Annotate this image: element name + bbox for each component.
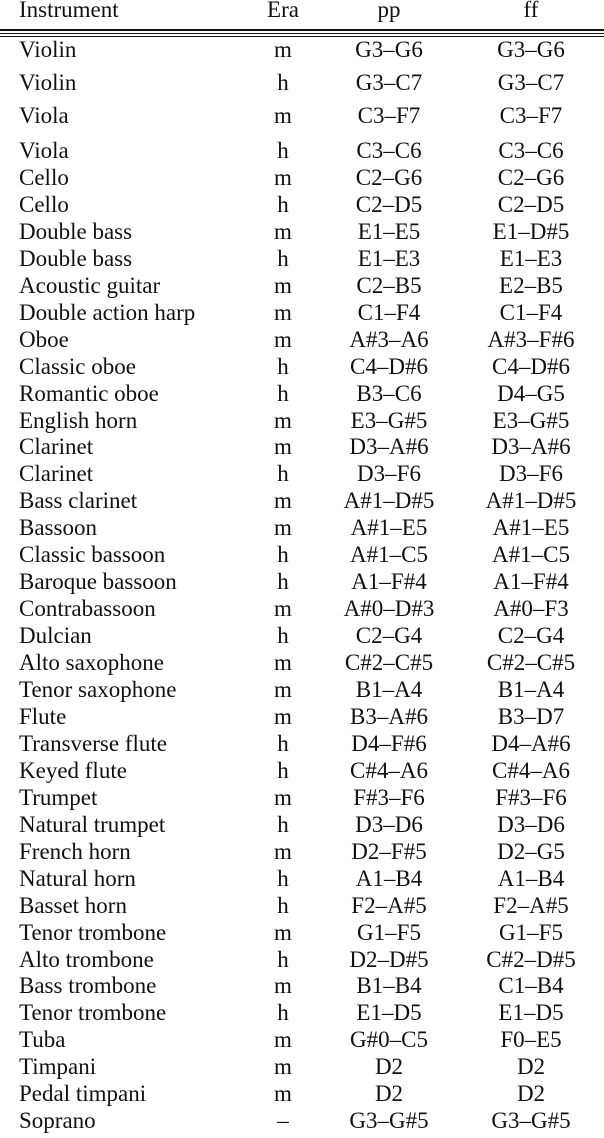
ff-range: E2–B5 [499, 273, 563, 298]
instrument-name: Tenor trombone [19, 920, 167, 945]
pp-range: D3–A#6 [349, 434, 429, 459]
pp-range: C4–D#6 [350, 354, 428, 379]
era-cell: h [277, 70, 289, 95]
era-cell: h [277, 542, 289, 567]
pp-range: D2–D#5 [349, 947, 429, 972]
instrument-name: French horn [19, 839, 131, 864]
instrument-name: Viola [19, 138, 69, 163]
instrument-name: Natural trumpet [19, 812, 166, 837]
instrument-name: Violin [19, 37, 77, 62]
header-instrument: Instrument [19, 0, 119, 22]
instrument-name: Acoustic guitar [19, 273, 161, 298]
ff-range: A#1–E5 [492, 515, 570, 540]
instrument-name: Double bass [19, 219, 133, 244]
pp-range: A#0–D#3 [343, 596, 435, 621]
instrument-name: Tenor saxophone [19, 677, 177, 702]
ff-range: D4–G5 [497, 381, 565, 406]
pp-range: C2–D5 [355, 192, 423, 217]
era-cell: h [277, 893, 289, 918]
era-cell: h [277, 138, 289, 163]
instrument-name: Dulcian [19, 623, 92, 648]
ff-range: C#2–D#5 [486, 947, 576, 972]
ff-range: F2–A#5 [493, 893, 569, 918]
pp-range: A1–F#4 [351, 569, 427, 594]
instrument-name: Alto trombone [19, 947, 154, 972]
instrument-name: Pedal timpani [19, 1081, 147, 1106]
ff-range: C3–F7 [499, 103, 563, 128]
era-cell: m [274, 300, 292, 325]
ff-range: E1–E3 [499, 246, 563, 271]
ff-range: C2–G4 [497, 623, 565, 648]
instrument-name: Basset horn [19, 893, 127, 918]
ff-range: D2 [516, 1054, 546, 1079]
pp-range: A#3–A6 [349, 327, 429, 352]
instrument-name: Timpani [19, 1054, 97, 1079]
instrument-name: Tuba [19, 1027, 66, 1052]
era-cell: h [277, 354, 289, 379]
era-cell: m [274, 165, 292, 190]
pp-range: C2–B5 [356, 273, 422, 298]
pp-range: G3–G6 [355, 37, 423, 62]
pp-range: D2 [374, 1081, 404, 1106]
era-cell: m [274, 973, 292, 998]
pp-range: C2–G6 [355, 165, 423, 190]
pp-range: E1–D5 [356, 1000, 422, 1025]
ff-range: G3–G#5 [491, 1108, 571, 1133]
pp-range: A#1–C5 [350, 542, 428, 567]
pp-range: G#0–C5 [350, 1027, 428, 1052]
pp-range: B3–A#6 [350, 704, 428, 729]
era-cell: h [277, 569, 289, 594]
ff-range: D3–F6 [499, 461, 563, 486]
instrument-name: Cello [19, 165, 69, 190]
ff-range: A#0–F3 [493, 596, 569, 621]
pp-range: E1–E5 [357, 219, 421, 244]
pp-range: C1–F4 [357, 300, 421, 325]
pp-range: G3–G#5 [349, 1108, 429, 1133]
ff-range: F#3–F6 [495, 785, 567, 810]
pp-range: C2–G4 [355, 623, 423, 648]
pp-range: D3–D6 [355, 812, 423, 837]
ff-range: C2–G6 [497, 165, 565, 190]
era-cell: m [274, 785, 292, 810]
ff-range: D3–A#6 [491, 434, 571, 459]
era-cell: m [274, 1027, 292, 1052]
pp-range: A#1–D#5 [343, 488, 435, 513]
ff-range: C1–F4 [499, 300, 563, 325]
instrument-name: Flute [19, 704, 67, 729]
instrument-name: Bass trombone [19, 973, 157, 998]
ff-range: E1–D#5 [492, 219, 570, 244]
pp-range: B1–B4 [356, 973, 422, 998]
era-cell: – [277, 1108, 289, 1133]
ff-range: A1–F#4 [493, 569, 569, 594]
header-ff: ff [523, 0, 539, 22]
era-cell: m [274, 273, 292, 298]
instrument-name: Classic oboe [19, 354, 136, 379]
header-rule-double-1 [0, 33, 604, 34]
ff-range: C1–B4 [498, 973, 564, 998]
instrument-name: Double action harp [19, 300, 196, 325]
instrument-name: Natural horn [19, 866, 136, 891]
era-cell: m [274, 37, 292, 62]
header-era: Era [267, 0, 299, 22]
pp-range: B1–A4 [355, 677, 423, 702]
era-cell: h [277, 192, 289, 217]
era-cell: m [274, 515, 292, 540]
ff-range: C#2–C#5 [486, 650, 576, 675]
instrument-name: Bass clarinet [19, 488, 138, 513]
era-cell: h [277, 1000, 289, 1025]
ff-range: D2 [516, 1081, 546, 1106]
pp-range: G3–C7 [355, 70, 423, 95]
pp-range: A#1–E5 [350, 515, 428, 540]
instrument-name: Baroque bassoon [19, 569, 177, 594]
ff-range: B1–A4 [497, 677, 565, 702]
pp-range: A1–B4 [355, 866, 423, 891]
pp-range: D2–F#5 [351, 839, 427, 864]
era-cell: m [274, 839, 292, 864]
pp-range: F#3–F6 [353, 785, 425, 810]
header-rule-top [0, 29, 604, 31]
era-cell: m [274, 650, 292, 675]
era-cell: h [277, 731, 289, 756]
era-cell: h [277, 866, 289, 891]
ff-range: F0–E5 [500, 1027, 562, 1052]
pp-range: F2–A#5 [351, 893, 427, 918]
ff-range: A#1–C5 [492, 542, 570, 567]
instrument-name: Romantic oboe [19, 381, 159, 406]
ff-range: C2–D5 [497, 192, 565, 217]
era-cell: m [274, 488, 292, 513]
instrument-name: Cello [19, 192, 69, 217]
instrument-name: Contrabassoon [19, 596, 156, 621]
era-cell: h [277, 461, 289, 486]
pp-range: D2 [374, 1054, 404, 1079]
pp-range: D3–F6 [357, 461, 421, 486]
ff-range: C3–C6 [498, 138, 564, 163]
era-cell: m [274, 327, 292, 352]
instrument-name: Tenor trombone [19, 1000, 167, 1025]
pp-range: G1–F5 [357, 920, 421, 945]
ff-range: C4–D#6 [492, 354, 570, 379]
era-cell: m [274, 1081, 292, 1106]
ff-range: G1–F5 [499, 920, 563, 945]
era-cell: m [274, 677, 292, 702]
pp-range: E3–G#5 [350, 408, 428, 433]
instrument-name: Viola [19, 103, 69, 128]
era-cell: h [277, 381, 289, 406]
ff-range: C#4–A6 [492, 758, 570, 783]
ff-range: D4–A#6 [491, 731, 571, 756]
era-cell: h [277, 947, 289, 972]
header-pp: pp [377, 0, 401, 22]
instrument-name: Keyed flute [19, 758, 127, 783]
ff-range: D2–G5 [497, 839, 565, 864]
instrument-name: Bassoon [19, 515, 97, 540]
ff-range: B3–D7 [497, 704, 565, 729]
ff-range: G3–C7 [497, 70, 565, 95]
ff-range: E1–D5 [498, 1000, 564, 1025]
era-cell: h [277, 623, 289, 648]
era-cell: m [274, 103, 292, 128]
instrument-name: Clarinet [19, 461, 94, 486]
era-cell: h [277, 758, 289, 783]
ff-range: A#3–F#6 [487, 327, 575, 352]
ff-range: A1–B4 [497, 866, 565, 891]
instrument-name: Trumpet [19, 785, 98, 810]
pp-range: C#4–A6 [350, 758, 428, 783]
era-cell: m [274, 920, 292, 945]
ff-range: A#1–D#5 [485, 488, 577, 513]
instrument-name: Transverse flute [19, 731, 167, 756]
instrument-name: Oboe [19, 327, 69, 352]
pp-range: D4–F#6 [351, 731, 427, 756]
era-cell: h [277, 246, 289, 271]
era-cell: m [274, 219, 292, 244]
instrument-name: Alto saxophone [19, 650, 165, 675]
ff-range: E3–G#5 [492, 408, 570, 433]
era-cell: m [274, 408, 292, 433]
pp-range: C3–F7 [357, 103, 421, 128]
pp-range: B3–C6 [356, 381, 422, 406]
ff-range: G3–G6 [497, 37, 565, 62]
instrument-name: Clarinet [19, 434, 94, 459]
era-cell: h [277, 812, 289, 837]
ff-range: D3–D6 [497, 812, 565, 837]
instrument-name: English horn [19, 408, 138, 433]
instrument-name: Double bass [19, 246, 133, 271]
pp-range: C3–C6 [356, 138, 422, 163]
pp-range: C#2–C#5 [344, 650, 434, 675]
era-cell: m [274, 704, 292, 729]
instrument-name: Soprano [19, 1108, 96, 1133]
pp-range: E1–E3 [357, 246, 421, 271]
instrument-name: Violin [19, 70, 77, 95]
era-cell: m [274, 434, 292, 459]
instrument-name: Classic bassoon [19, 542, 166, 567]
era-cell: m [274, 596, 292, 621]
era-cell: m [274, 1054, 292, 1079]
